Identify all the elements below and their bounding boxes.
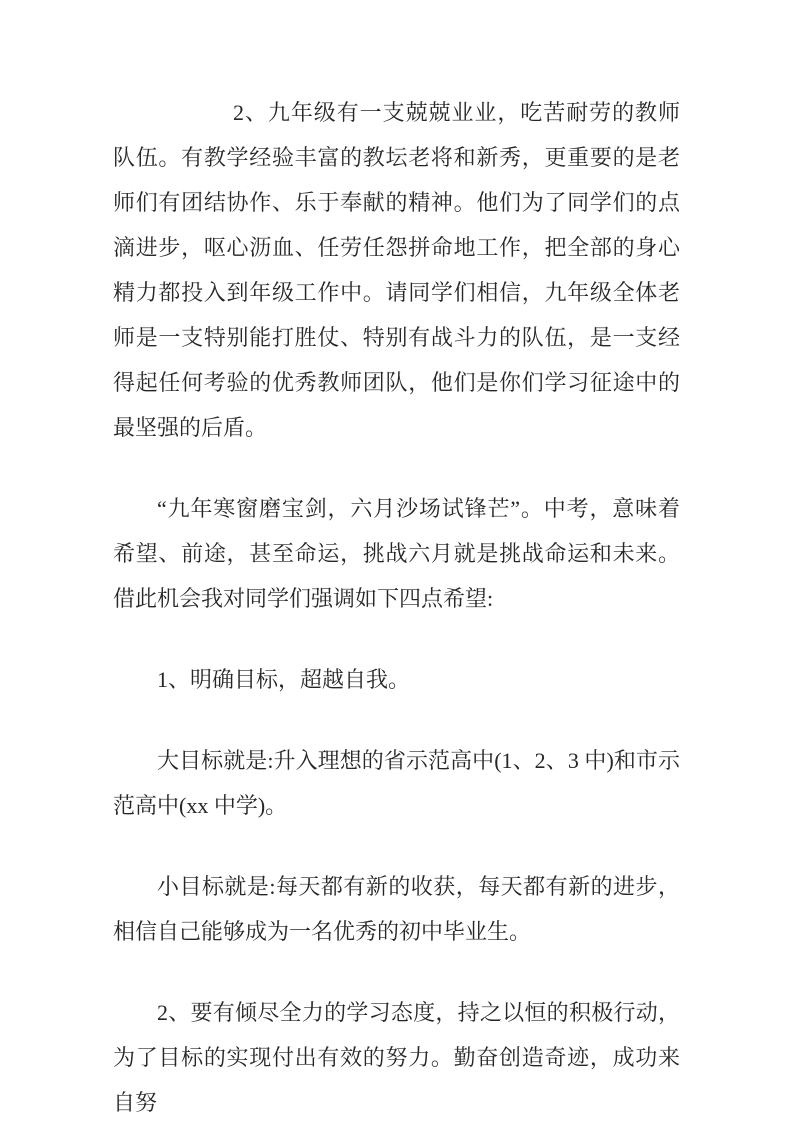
document-body <box>113 0 680 1122</box>
paragraph-teacher-team: 2、九年级有一支兢兢业业，吃苦耐劳的教师队伍。有教学经验丰富的教坛老将和新秀，更重要的是老师们有团结协作、乐于奉献的精神。他们为了同学们的点滴进步，呕心沥血、任劳任怨拼命地工作，把全部的身心精力都投入到年级工作中。请同学们相信，九年级全体老师是一支特别能打胜仗、特别有战斗力的队伍，是一支经得起任何考验的优秀教师团队，他们是你们学习征途中的最坚强的后盾。 <box>113 100 680 440</box>
paragraph-hope-2: 2、要有倾尽全力的学习态度，持之以恒的积极行动，为了目标的实现付出有效的努力。勤奋创造奇迹，成功来自努 <box>113 1000 680 1115</box>
paragraph-exam-hopes-intro: “九年寒窗磨宝剑，六月沙场试锋芒”。中考，意味着希望、前途，甚至命运，挑战六月就是挑战命运和未来。借此机会我对同学们强调如下四点希望: <box>113 496 680 611</box>
paragraph-hope-1-heading: 1、明确目标，超越自我。 <box>157 667 411 692</box>
paragraph-small-goal: 小目标就是:每天都有新的收获，每天都有新的进步，相信自己能够成为一名优秀的初中毕业生。 <box>113 874 680 944</box>
paragraph-big-goal: 大目标就是:升入理想的省示范高中(1、2、3 中)和市示范高中(xx 中学)。 <box>113 748 680 818</box>
